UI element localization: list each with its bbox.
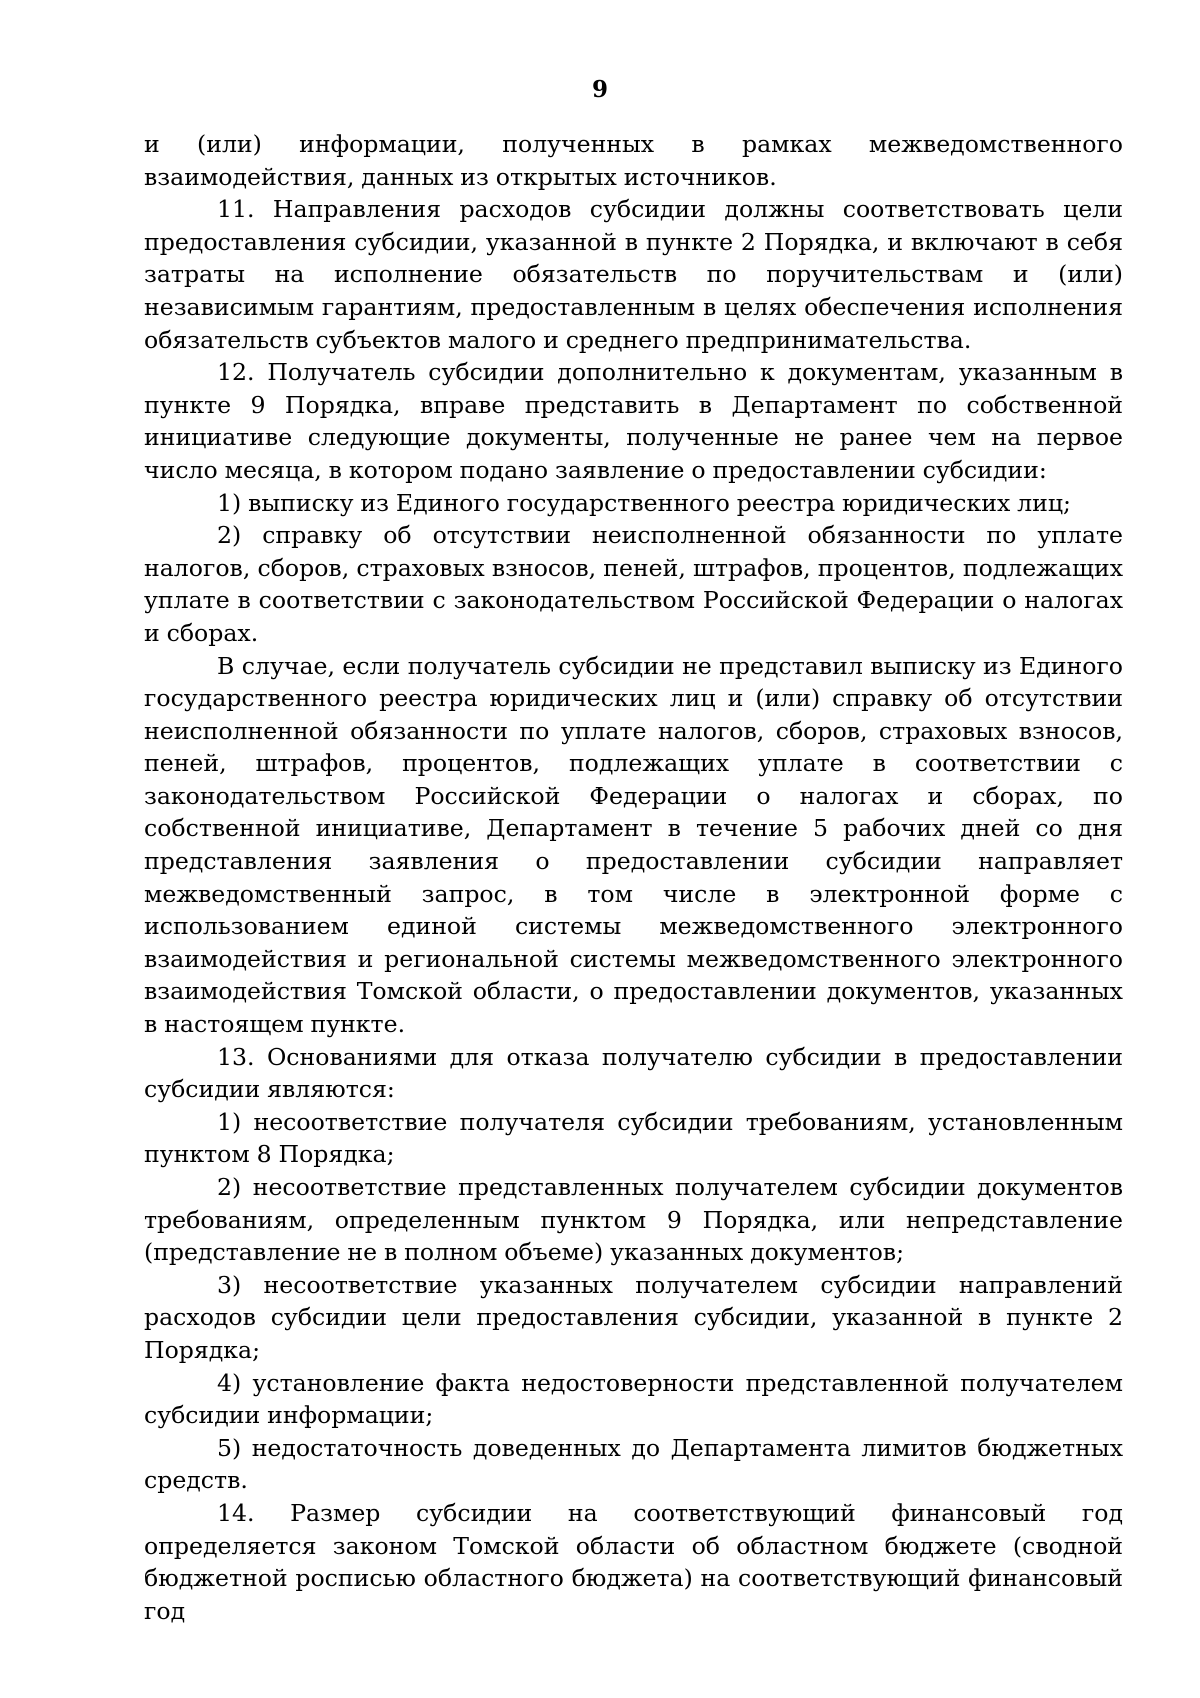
paragraph-item-12-1: 1) выписку из Единого государственного реестра юридических лиц; xyxy=(217,488,1071,517)
document-body xyxy=(144,128,1123,1627)
paragraph-item-12: 12. Получатель субсидии дополнительно к документам, указанным в пункте 9 Порядка, вправе представить в Департамент по собственной инициативе следующие документы, полученные не ранее чем на первое число месяца, в котором подано заявление о предоставлении субсидии: xyxy=(144,358,1123,484)
paragraph-item-13-2: 2) несоответствие представленных получателем субсидии документов требованиям, определенным пунктом 9 Порядка, или непредставление (представление не в полном объеме) указанных документов; xyxy=(144,1173,1123,1267)
paragraph-item-13-5: 5) недостаточность доведенных до Департамента лимитов бюджетных средств. xyxy=(144,1433,1123,1495)
paragraph-continuation: и (или) информации, полученных в рамках межведомственного взаимодействия, данных из открытых источников. xyxy=(144,130,1123,191)
page-number: 9 xyxy=(591,76,608,103)
paragraph-item-13: 13. Основаниями для отказа получателю субсидии в предоставлении субсидии являются: xyxy=(144,1042,1123,1104)
paragraph-item-12-2: 2) справку об отсутствии неисполненной обязанности по уплате налогов, сборов, страховых взносов, пеней, штрафов, процентов, подлежащих уплате в соответствии с законодательством Российской Федерации о налогах и сборах. xyxy=(144,521,1123,647)
paragraph-item-13-4: 4) установление факта недостоверности представленной получателем субсидии информации; xyxy=(144,1368,1123,1430)
paragraph-item-14: 14. Размер субсидии на соответствующий финансовый год определяется законом Томской области об областном бюджете (сводной бюджетной росписью областного бюджета) на соответствующий финансовый год xyxy=(144,1498,1123,1625)
paragraph-item-11: 11. Направления расходов субсидии должны соответствовать цели предоставления субсидии, указанной в пункте 2 Порядка, и включают в себя затраты на исполнение обязательств по поручительствам и (или) независимым гарантиям, предоставленным в целях обеспечения исполнения обязательств субъектов малого и среднего предпринимательства. xyxy=(144,195,1123,354)
paragraph-item-13-3: 3) несоответствие указанных получателем субсидии направлений расходов субсидии цели предоставления субсидии, указанной в пункте 2 Порядка; xyxy=(144,1270,1123,1364)
paragraph-item-12-note: В случае, если получатель субсидии не представил выписку из Единого государственного реестра юридических лиц и (или) справку об отсутствии неисполненной обязанности по уплате налогов, сборов, страховых взносов, пеней, штрафов, процентов, подлежащих уплате в соответствии с законодательством Российской Федерации о налогах и сборах, по собственной инициативе, Департамент в течение 5 рабочих дней со дня представления заявления о предоставлении субсидии направляет межведомственный запрос, в том числе в электронной форме с использованием единой системы межведомственного электронного взаимодействия и региональной системы межведомственного электронного взаимодействия Томской области, о предоставлении документов, указанных в настоящем пункте. xyxy=(144,651,1123,1039)
paragraph-item-13-1: 1) несоответствие получателя субсидии требованиям, установленным пунктом 8 Порядка; xyxy=(144,1107,1123,1169)
